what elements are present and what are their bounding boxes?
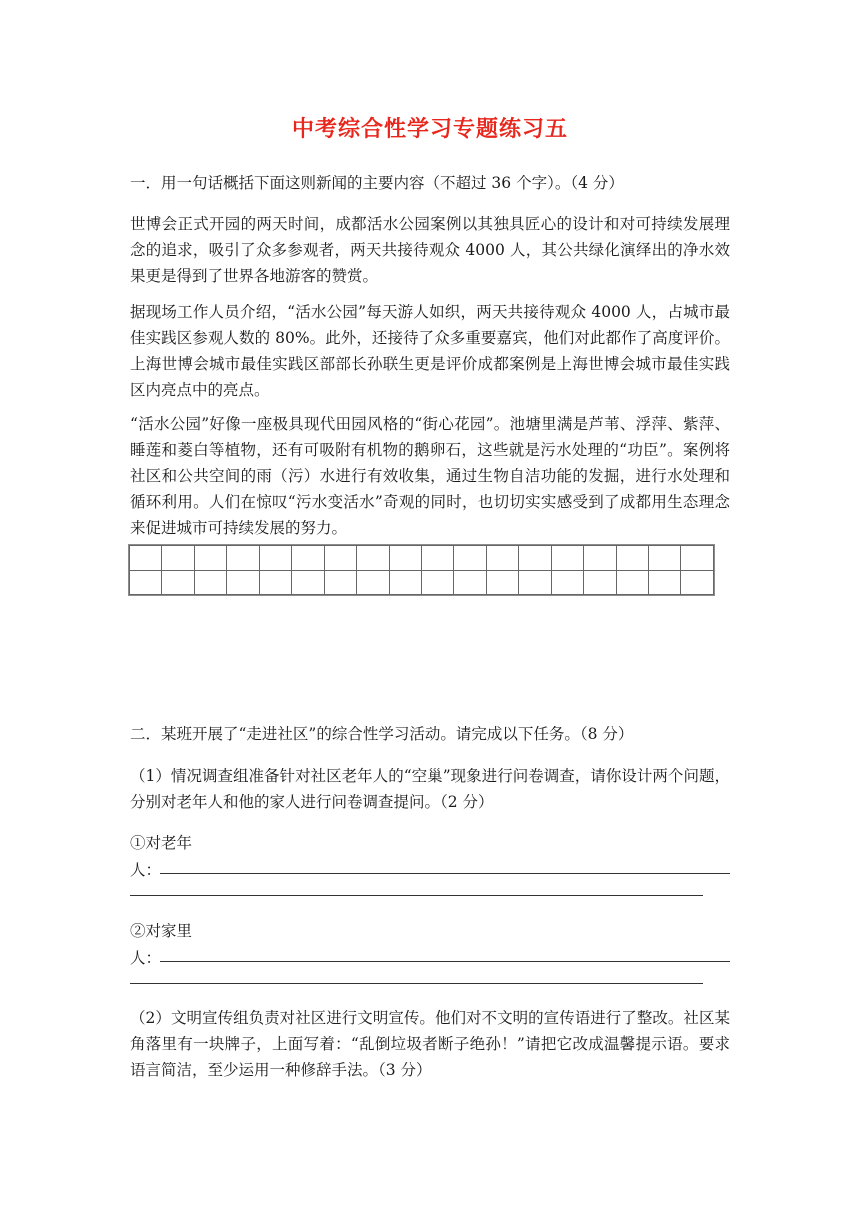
- grid-cell[interactable]: [389, 546, 421, 571]
- grid-cell[interactable]: [519, 546, 551, 571]
- grid-cell[interactable]: [421, 546, 453, 571]
- grid-cell[interactable]: [681, 570, 714, 595]
- grid-cell[interactable]: [357, 570, 389, 595]
- grid-cell[interactable]: [519, 570, 551, 595]
- grid-cell[interactable]: [324, 570, 356, 595]
- question-1-heading: 一．用一句话概括下面这则新闻的主要内容（不超过 36 个字）。（4 分）: [130, 174, 624, 192]
- question-2-sub-1: （1）情况调查组准备针对社区老年人的“空巢”现象进行问卷调查，请你设计两个问题，分别对老年人和他的家人进行问卷调查提问。（2 分）: [130, 767, 730, 811]
- grid-cell[interactable]: [616, 570, 648, 595]
- answer-1-label-line1: ①对老年: [130, 834, 193, 852]
- grid-cell[interactable]: [486, 546, 518, 571]
- news-paragraph-2: 据现场工作人员介绍，“活水公园”每天游人如织，两天共接待观众 4000 人，占城市最佳实践区参观人数的 80%。此外，还接待了众多重要嘉宾，他们对此都作了高度评价。上海世博会城市最佳实践区部部长孙联生更是评价成都案例是上海世博会城市最佳实践区内亮点中的亮点。: [130, 303, 730, 399]
- answer-1-line-2[interactable]: [130, 895, 703, 896]
- grid-cell[interactable]: [130, 570, 162, 595]
- grid-row: [130, 570, 714, 595]
- grid-cell[interactable]: [454, 570, 486, 595]
- grid-cell[interactable]: [584, 570, 616, 595]
- grid-cell[interactable]: [292, 570, 324, 595]
- news-paragraph-1: 世博会正式开园的两天时间，成都活水公园案例以其独具匠心的设计和对可持续发展理念的追求，吸引了众多参观者，两天共接待观众 4000 人，其公共绿化演绎出的净水效果更是得到了世界各地游客的赞赏。: [130, 215, 730, 285]
- grid-cell[interactable]: [681, 546, 714, 571]
- answer-2-label-line2: 人：: [130, 949, 162, 967]
- answer-1-line-1[interactable]: [160, 873, 730, 874]
- answer-2-line-2[interactable]: [130, 983, 703, 984]
- grid-cell[interactable]: [454, 546, 486, 571]
- grid-cell[interactable]: [194, 546, 226, 571]
- grid-cell[interactable]: [194, 570, 226, 595]
- grid-cell[interactable]: [616, 546, 648, 571]
- answer-2-line-1[interactable]: [160, 961, 730, 962]
- grid-cell[interactable]: [292, 546, 324, 571]
- grid-row: [130, 546, 714, 571]
- grid-cell[interactable]: [227, 570, 259, 595]
- grid-cell[interactable]: [389, 570, 421, 595]
- grid-cell[interactable]: [649, 546, 681, 571]
- question-2-sub-2: （2）文明宣传组负责对社区进行文明宣传。他们对不文明的宣传语进行了整改。社区某角落里有一块牌子，上面写着：“乱倒垃圾者断子绝孙！”请把它改成温馨提示语。要求语言简洁，至少运用一种修辞手法。（3 分）: [130, 1009, 730, 1079]
- answer-2-label-line1: ②对家里: [130, 922, 193, 940]
- answer-grid[interactable]: [129, 545, 714, 595]
- grid-cell[interactable]: [551, 546, 583, 571]
- page-title: 中考综合性学习专题练习五: [291, 116, 568, 142]
- grid-cell[interactable]: [551, 570, 583, 595]
- grid-cell[interactable]: [227, 546, 259, 571]
- grid-cell[interactable]: [162, 546, 194, 571]
- grid-cell[interactable]: [162, 570, 194, 595]
- grid-cell[interactable]: [649, 570, 681, 595]
- grid-cell[interactable]: [584, 546, 616, 571]
- grid-cell[interactable]: [486, 570, 518, 595]
- grid-cell[interactable]: [357, 546, 389, 571]
- news-paragraph-3: “活水公园”好像一座极具现代田园风格的“街心花园”。池塘里满是芦苇、浮萍、紫萍、睡莲和菱白等植物，还有可吸附有机物的鹅卵石，这些就是污水处理的“功臣”。案例将社区和公共空间的雨（污）水进行有效收集，通过生物自洁功能的发掘，进行水处理和循环利用。人们在惊叹“污水变活水”奇观的同时，也切切实实感受到了成都用生态理念来促进城市可持续发展的努力。: [130, 415, 730, 537]
- grid-cell[interactable]: [259, 570, 291, 595]
- grid-cell[interactable]: [421, 570, 453, 595]
- grid-cell[interactable]: [324, 546, 356, 571]
- answer-1-label-line2: 人：: [130, 861, 162, 879]
- question-2-heading: 二．某班开展了“走进社区”的综合性学习活动。请完成以下任务。（8 分）: [130, 725, 634, 743]
- grid-cell[interactable]: [259, 546, 291, 571]
- grid-cell[interactable]: [130, 546, 162, 571]
